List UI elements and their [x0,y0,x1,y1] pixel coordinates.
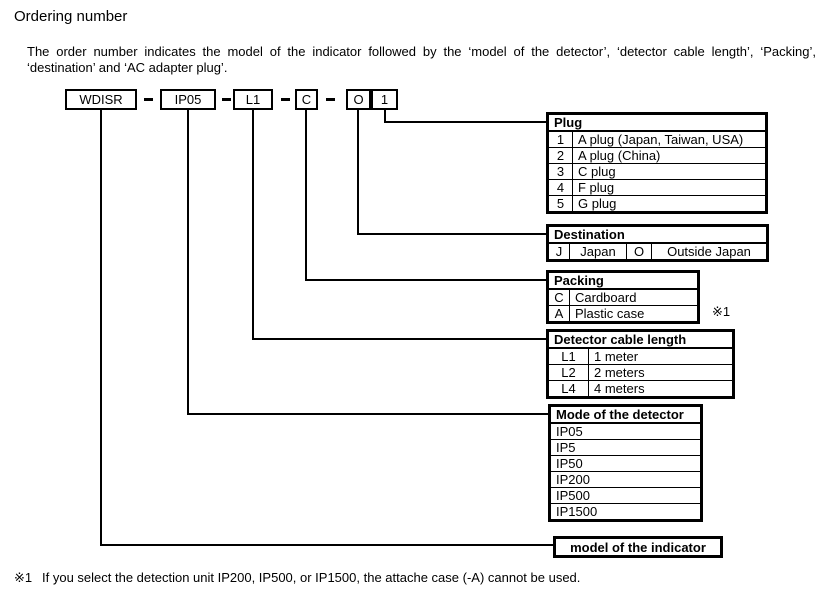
desc-cell: IP500 [556,488,590,503]
table-row [551,455,700,471]
connector-cable-hline [252,338,550,340]
desc-cell: 1 meter [594,349,639,364]
connector-detector-vline [187,110,189,415]
code-box-packing: C [295,89,318,110]
table-row [549,132,765,147]
desc-cell: Japan [570,244,627,259]
footnote [14,570,581,586]
table-row [551,424,700,439]
footnote-text: If you select the detection unit IP200, IP500, or IP1500, the attache case (-A) cannot be used. [42,570,581,585]
desc-cell: F plug [578,180,615,195]
code-cell: O [627,244,652,259]
table-row [549,179,765,195]
connector-cable-vline [252,110,254,340]
cable-length-table [546,329,735,399]
code-separator-dash [222,98,231,101]
desc-cell: IP5 [556,440,576,455]
code-cell: L2 [549,365,589,380]
code-box-detector-model: IP05 [160,89,216,110]
desc-cell: IP50 [556,456,583,471]
connector-packing-hline [305,279,548,281]
table-row [549,364,732,380]
table-row [551,471,700,487]
code-box-cable-length: L1 [233,89,273,110]
code-separator-dash [326,98,335,101]
packing-note-reference: ※1 [712,304,731,319]
code-cell: A [549,306,570,321]
table-row [549,380,732,396]
detector-mode-table-title: Mode of the detector [551,407,700,424]
desc-cell: IP200 [556,472,590,487]
table-row [551,487,700,503]
code-cell: L4 [549,381,589,396]
code-cell: 3 [549,164,573,179]
plug-table-title: Plug [549,115,765,132]
connector-destination-vline [357,110,359,235]
table-row [551,503,700,519]
desc-cell: 2 meters [594,365,645,380]
code-cell: C [549,290,570,305]
footnote-marker: ※1 [14,570,33,585]
table-row [549,244,766,259]
code-cell: 2 [549,148,573,163]
connector-detector-hline [187,413,550,415]
code-cell: 1 [549,132,573,147]
table-row [549,195,765,211]
desc-cell: C plug [578,164,616,179]
desc-cell: A plug (Japan, Taiwan, USA) [578,132,744,147]
code-cell: 4 [549,180,573,195]
code-box-destination: O [346,89,371,110]
connector-plug-hline [384,121,548,123]
table-row [551,439,700,455]
code-box-indicator-model: WDISR [65,89,137,110]
desc-cell: Outside Japan [667,244,751,259]
desc-cell: IP1500 [556,504,598,519]
desc-cell: Cardboard [575,290,637,305]
plug-table [546,112,768,214]
connector-destination-hline [357,233,548,235]
code-separator-dash [281,98,290,101]
table-row [549,163,765,179]
code-box-plug: 1 [371,89,398,110]
desc-cell: A plug (China) [578,148,661,163]
table-row [549,290,697,305]
detector-mode-table [548,404,703,522]
connector-packing-vline [305,110,307,281]
connector-indicator-vline [100,110,102,546]
connector-indicator-hline [100,544,555,546]
desc-cell: 4 meters [594,381,645,396]
destination-table-title: Destination [549,227,766,244]
table-row [549,305,697,321]
packing-table [546,270,700,324]
page-title: Ordering number [14,8,128,25]
desc-cell: G plug [578,196,617,211]
destination-table [546,224,769,262]
packing-table-title: Packing [549,273,697,290]
table-row [549,147,765,163]
code-separator-dash [144,98,153,101]
code-cell: L1 [549,349,589,364]
intro-paragraph: The order number indicates the model of the indicator followed by the ‘model of the detector’, ‘detector cable length’, ‘Packing’, ‘destination’ and ‘AC adapter plug’. [27,44,816,75]
code-cell: J [549,244,570,259]
cable-length-table-title: Detector cable length [549,332,732,349]
code-cell: 5 [549,196,573,211]
indicator-model-box: model of the indicator [553,536,723,558]
desc-cell: Plastic case [575,306,645,321]
desc-cell: IP05 [556,424,583,439]
table-row [549,349,732,364]
